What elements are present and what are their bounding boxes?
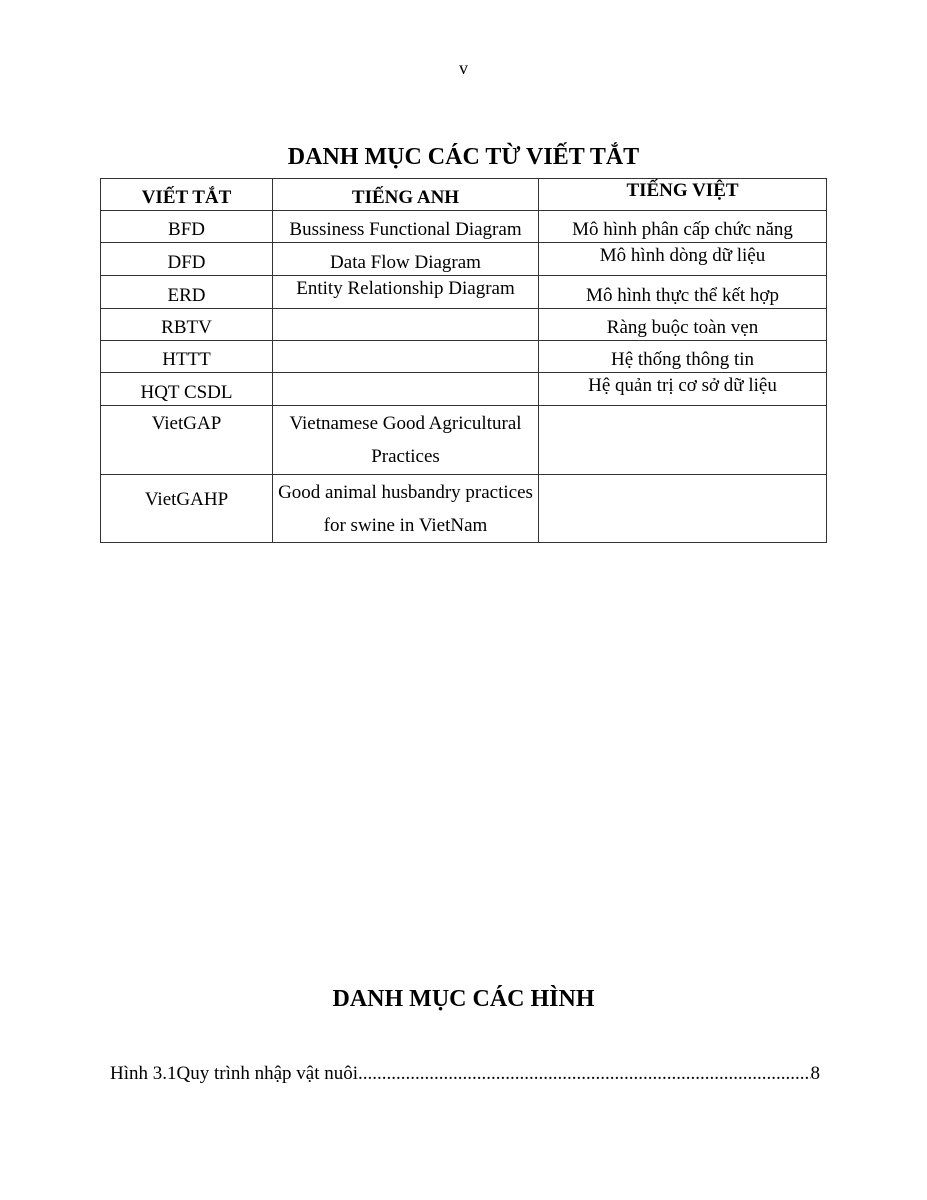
table-header-row xyxy=(101,179,827,211)
abbr-cell: HQT CSDL xyxy=(101,373,273,406)
dot-leader xyxy=(358,1063,810,1085)
page-number: v xyxy=(459,58,468,78)
figure-page-number: 8 xyxy=(810,1063,820,1084)
abbr-cell: ERD xyxy=(101,276,273,309)
english-cell: Data Flow Diagram xyxy=(273,243,539,276)
english-cell xyxy=(273,341,539,373)
table-row xyxy=(101,243,827,276)
table-row xyxy=(101,406,827,475)
header-abbr: VIẾT TẮT xyxy=(101,179,273,211)
table-row xyxy=(101,474,827,543)
abbr-cell: BFD xyxy=(101,211,273,243)
english-cell: Good animal husbandry practices for swine in VietNam xyxy=(273,474,539,543)
english-cell xyxy=(273,373,539,406)
table-row xyxy=(101,276,827,309)
vietnamese-cell xyxy=(539,474,827,543)
vietnamese-cell: Hệ quản trị cơ sở dữ liệu xyxy=(539,373,827,406)
vietnamese-cell: Mô hình phân cấp chức năng xyxy=(539,211,827,243)
abbr-cell: HTTT xyxy=(101,341,273,373)
abbr-cell: VietGAP xyxy=(101,406,273,475)
abbreviations-title: DANH MỤC CÁC TỪ VIẾT TẮT xyxy=(287,144,640,170)
english-cell: Bussiness Functional Diagram xyxy=(273,211,539,243)
figures-title: DANH MỤC CÁC HÌNH xyxy=(332,986,595,1012)
english-cell: Entity Relationship Diagram xyxy=(273,276,539,309)
figure-caption: Quy trình nhập vật nuôi xyxy=(176,1063,359,1084)
vietnamese-cell: Mô hình dòng dữ liệu xyxy=(539,243,827,276)
english-cell xyxy=(273,309,539,341)
header-vietnamese: TIẾNG VIỆT xyxy=(539,179,827,211)
table-row xyxy=(101,211,827,243)
abbr-cell: DFD xyxy=(101,243,273,276)
vietnamese-cell: Mô hình thực thể kết hợp xyxy=(539,276,827,309)
header-english: TIẾNG ANH xyxy=(273,179,539,211)
table-row xyxy=(101,341,827,373)
abbr-cell: VietGAHP xyxy=(101,474,273,543)
figure-entry[interactable] xyxy=(110,1063,820,1085)
table-row xyxy=(101,309,827,341)
vietnamese-cell xyxy=(539,406,827,475)
table-row xyxy=(101,373,827,406)
vietnamese-cell: Hệ thống thông tin xyxy=(539,341,827,373)
vietnamese-cell: Ràng buộc toàn vẹn xyxy=(539,309,827,341)
abbr-cell: RBTV xyxy=(101,309,273,341)
figure-number: Hình 3.1 xyxy=(110,1063,177,1084)
english-cell: Vietnamese Good Agricultural Practices xyxy=(273,406,539,475)
abbreviations-table xyxy=(100,178,827,543)
